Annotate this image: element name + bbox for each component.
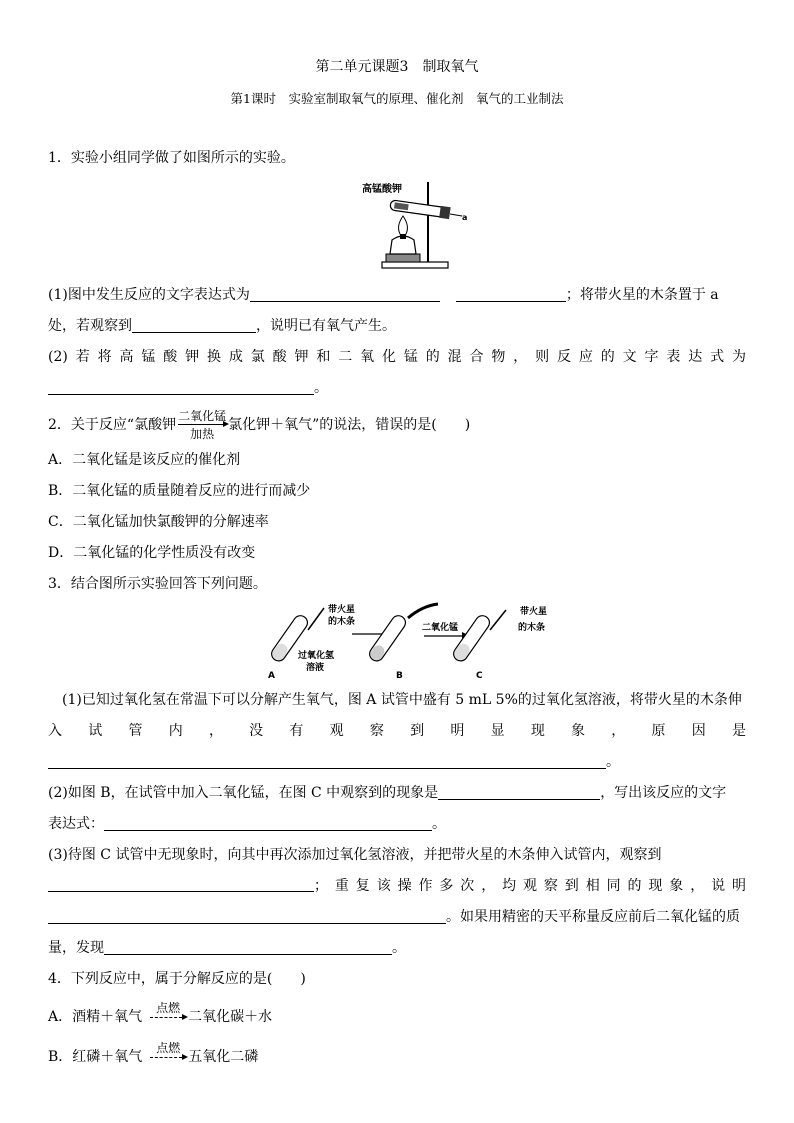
splint-c-label-2: 的木条 xyxy=(518,623,546,633)
q4-option-a[interactable]: A．酒精＋氧气 点燃 二氧化碳＋水 xyxy=(48,1001,273,1025)
q3-part1-line2: 入试管内，没有观察到明显现象，原因是 xyxy=(48,723,746,739)
reaction-arrow: 二氧化锰 加热 xyxy=(178,409,227,441)
page-subtitle: 第1课时 实验室制取氧气的原理、催化剂 氧气的工业制法 xyxy=(230,91,564,106)
q2-option-b[interactable]: B．二氧化锰的质量随着反应的进行而减少 xyxy=(48,483,311,499)
q1-part1-line1: (1)图中发生反应的文字表达式为 ；将带火星的木条置于 a xyxy=(48,287,719,303)
splint-a-label-2: 的木条 xyxy=(328,617,356,627)
q3-equation-blank[interactable] xyxy=(104,815,432,831)
point-a-label: a xyxy=(462,213,468,222)
q1-equation-blank[interactable] xyxy=(250,286,440,302)
page-title: 第二单元课题3 制取氧气 xyxy=(315,59,479,75)
q1-stem: 1．实验小组同学做了如图所示的实验。 xyxy=(48,150,295,166)
q3-experiment-figure xyxy=(262,600,562,680)
q1-part2-blank[interactable] xyxy=(48,379,314,395)
q1-observation-blank[interactable] xyxy=(132,317,256,333)
h2o2-label-2: 溶液 xyxy=(306,663,325,673)
q3-part2-line2: 表达式： 。 xyxy=(48,816,446,832)
q3-phenomenon-blank[interactable] xyxy=(438,784,600,800)
q3-part1-line1: (1)已知过氧化氢在常温下可以分解产生氧气，图 A 试管中盛有 5 mL 5%的过氧化氢溶液，将带火星的木条伸 xyxy=(62,692,742,708)
splint-c-label-1: 带火星 xyxy=(520,607,548,617)
q3-part1-line3: 。 xyxy=(48,752,746,772)
q4-option-b[interactable]: B．红磷＋氧气 点燃 五氧化二磷 xyxy=(48,1041,259,1065)
q3-mass-blank[interactable] xyxy=(104,939,392,955)
q1-part2-line2: 。 xyxy=(48,378,746,398)
q1-part2-line1: (2)若将高锰酸钾换成氯酸钾和二氧化锰的混合物，则反应的文字表达式为 xyxy=(48,349,746,365)
q1-equation-blank-2[interactable] xyxy=(456,286,566,302)
reaction-arrow-a: 点燃 xyxy=(148,1007,188,1027)
q1-part1-line2: 处，若观察到 ，说明已有氧气产生。 xyxy=(48,318,396,334)
reaction-arrow-b: 点燃 xyxy=(148,1047,188,1067)
label-c: C xyxy=(476,671,483,680)
q2-option-c[interactable]: C．二氧化锰加快氯酸钾的分解速率 xyxy=(48,514,269,530)
q3-part3-line2: ；重复该操作多次，均观察到相同的现象，说明 xyxy=(48,876,746,896)
splint-a-label-1: 带火星 xyxy=(328,605,356,615)
arrow-icon xyxy=(150,1057,182,1058)
h2o2-label-1: 过氧化氢 xyxy=(298,651,335,661)
label-b: B xyxy=(396,671,403,680)
mno2-label: 二氧化锰 xyxy=(422,623,459,633)
q3-conclusion-blank[interactable] xyxy=(48,908,446,924)
q3-part3-line1: (3)待图 C 试管中无现象时，向其中再次添加过氧化氢溶液，并把带火星的木条伸入试管内，观察到 xyxy=(48,847,662,863)
q2-stem: 2．关于反应“氯酸钾 二氧化锰 加热 氯化钾＋氧气”的说法，错误的是( ) xyxy=(48,409,471,441)
q3-reason-blank[interactable] xyxy=(48,753,606,769)
q3-stem: 3．结合图所示实验回答下列问题。 xyxy=(48,576,267,592)
q2-option-a[interactable]: A．二氧化锰是该反应的催化剂 xyxy=(48,452,241,468)
q3-observe-blank[interactable] xyxy=(48,876,314,892)
kmno4-label: 高锰酸钾 xyxy=(362,184,402,195)
q1-apparatus-figure xyxy=(350,176,470,272)
arrow-icon xyxy=(150,1017,182,1018)
q4-stem: 4．下列反应中，属于分解反应的是( ) xyxy=(48,971,306,987)
q2-option-d[interactable]: D．二氧化锰的化学性质没有改变 xyxy=(48,545,256,561)
q3-part2-line1: (2)如图 B，在试管中加入二氧化锰，在图 C 中观察到的现象是 ，写出该反应的文字 xyxy=(48,785,727,801)
q3-part3-line3: 。如果用精密的天平称量反应前后二氧化锰的质 xyxy=(48,907,746,927)
q3-part3-line4: 量，发现 。 xyxy=(48,940,406,956)
label-a: A xyxy=(268,671,275,680)
